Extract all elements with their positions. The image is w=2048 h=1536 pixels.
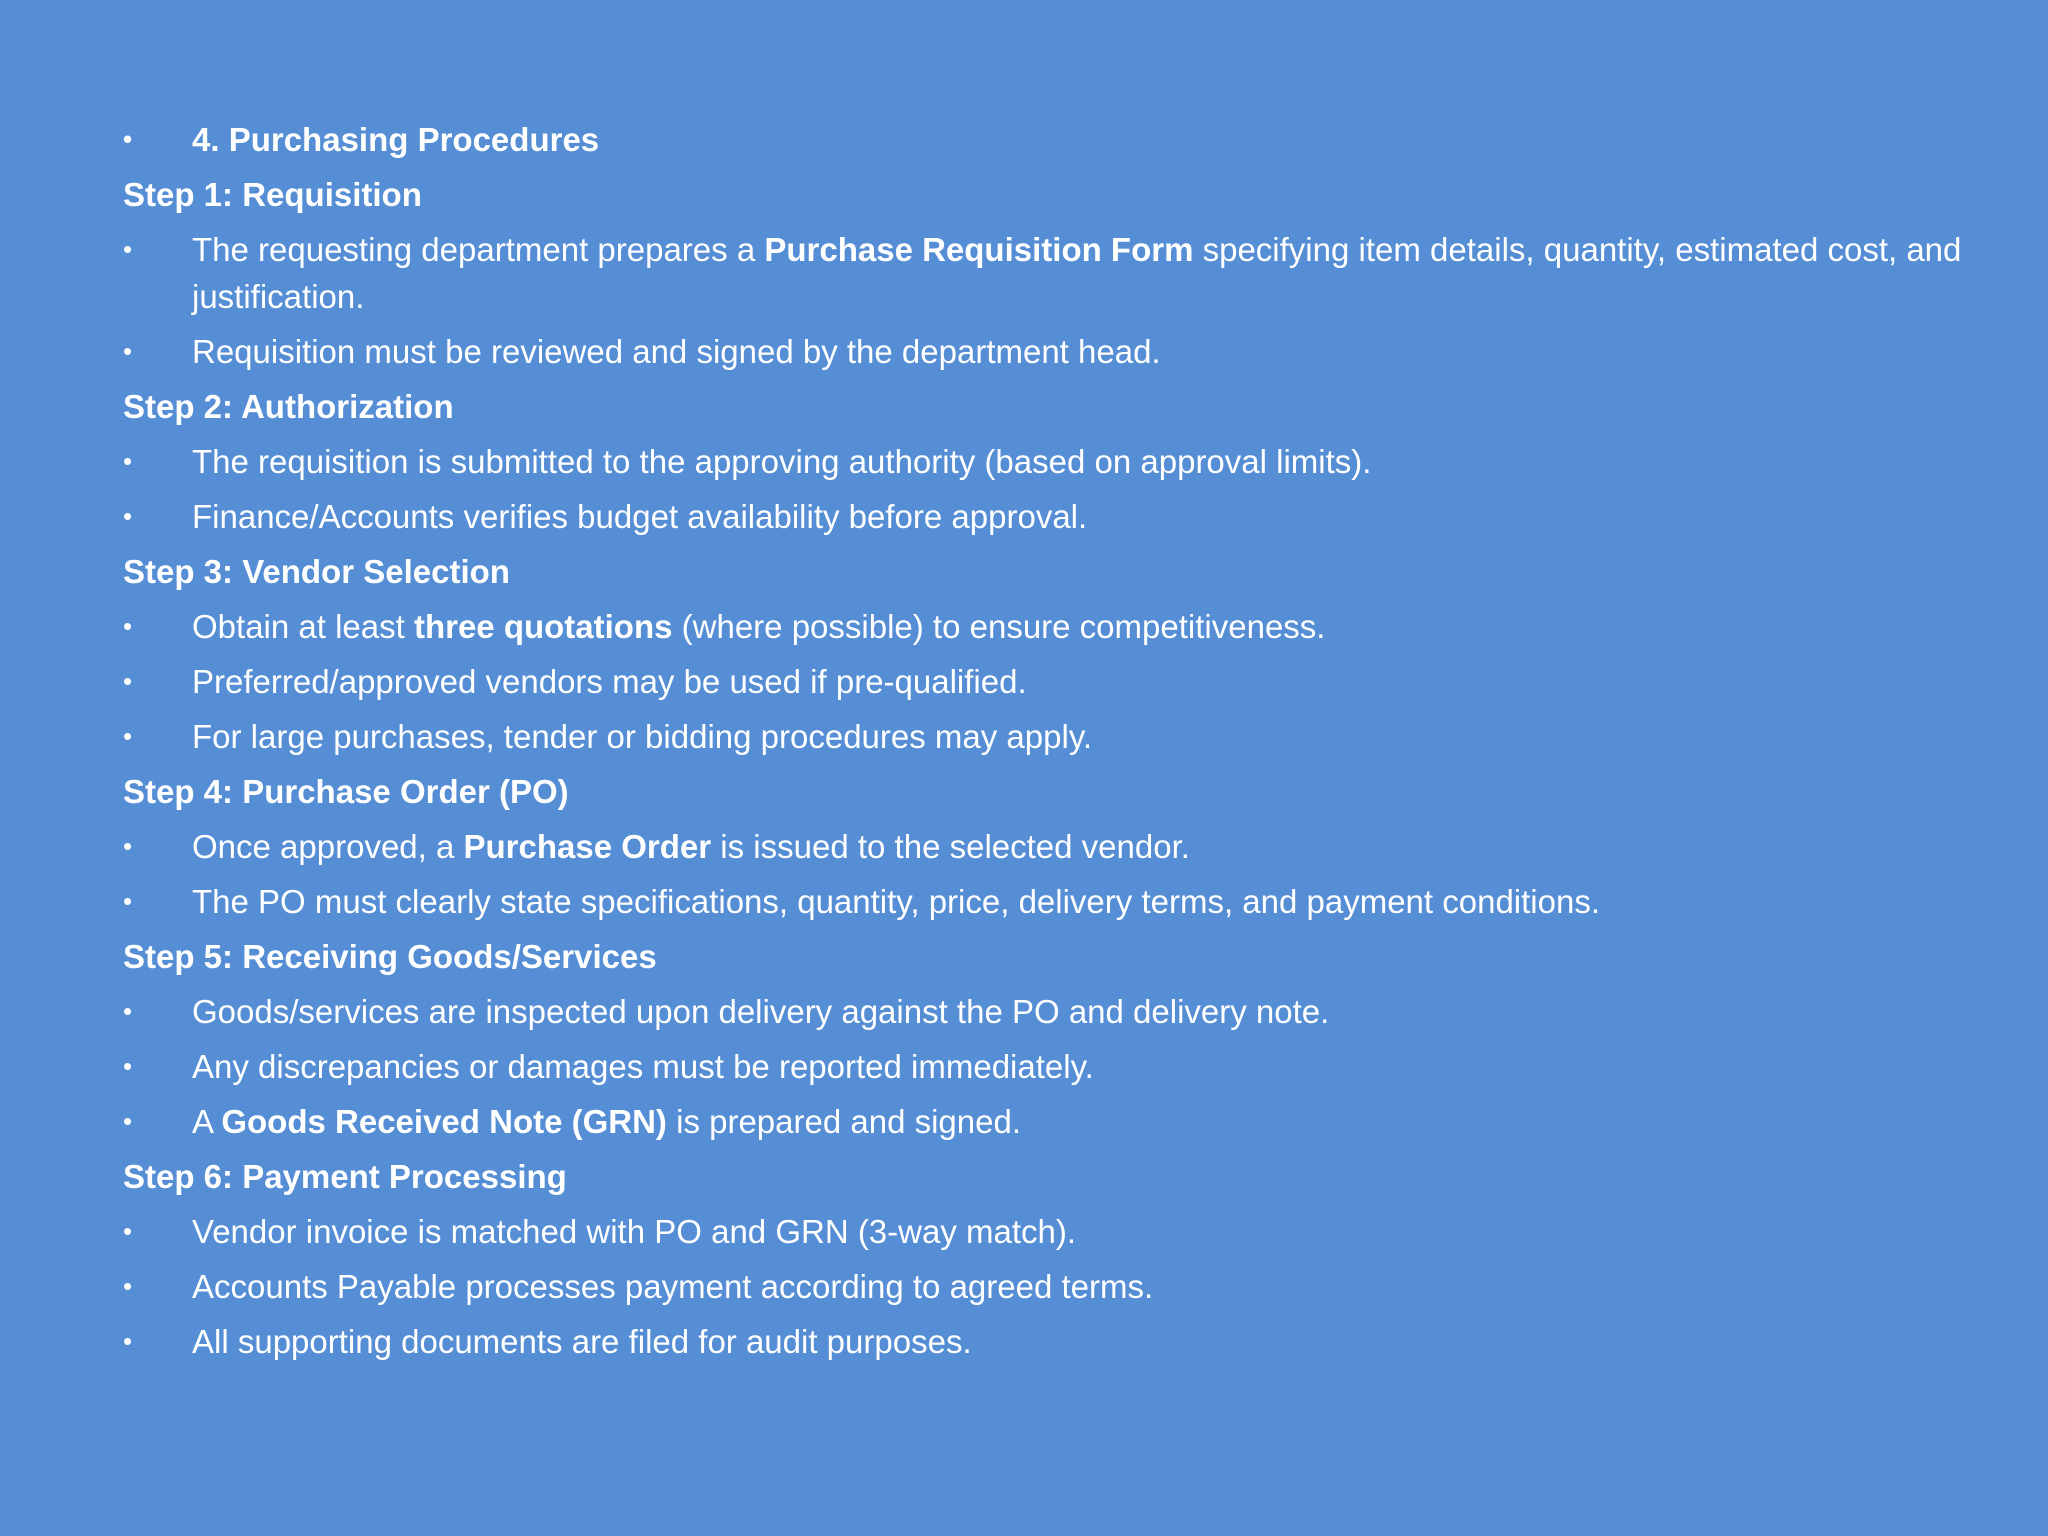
item-text: Goods/services are inspected upon delivery against the PO and delivery note. [192, 993, 1330, 1030]
step-heading: Step 4: Purchase Order (PO) [123, 773, 569, 810]
step-heading: Step 2: Authorization [123, 388, 454, 425]
list-item [123, 878, 1983, 925]
bullet-icon: • [123, 1326, 133, 1356]
item-text: A [192, 1103, 222, 1140]
list-item [123, 713, 1983, 760]
list-item [123, 603, 1983, 650]
item-text: All supporting documents are filed for audit purposes. [192, 1323, 972, 1360]
bullet-icon: • [123, 1051, 133, 1081]
item-text-tail: (where possible) to ensure competitiveness. [672, 608, 1326, 645]
bullet-icon: • [123, 336, 133, 366]
list-item [123, 328, 1983, 375]
bullet-icon: • [123, 1106, 133, 1136]
item-text-tail: specifying item details, quantity, estimated cost, and justification. [192, 231, 1962, 315]
step-heading: Step 3: Vendor Selection [123, 553, 510, 590]
list-item [123, 1263, 1983, 1310]
item-text: For large purchases, tender or bidding procedures may apply. [192, 718, 1093, 755]
item-bold-text: Goods Received Note (GRN) [221, 1103, 667, 1140]
list-item [123, 658, 1983, 705]
bullet-icon: • [123, 1271, 133, 1301]
list-item [123, 226, 1983, 320]
item-text: Any discrepancies or damages must be reported immediately. [192, 1048, 1094, 1085]
slide-title [123, 116, 1983, 163]
bullet-icon: • [123, 996, 133, 1026]
slide-content [123, 116, 1983, 1373]
item-text: The requisition is submitted to the approving authority (based on approval limits). [192, 443, 1372, 480]
item-text: Finance/Accounts verifies budget availability before approval. [192, 498, 1088, 535]
bullet-icon: • [123, 666, 133, 696]
step-heading: Step 5: Receiving Goods/Services [123, 938, 657, 975]
bullet-icon: • [123, 831, 133, 861]
list-item [123, 823, 1983, 870]
bullet-icon: • [123, 721, 133, 751]
list-item [123, 493, 1983, 540]
item-text: Vendor invoice is matched with PO and GRN (3-way match). [192, 1213, 1077, 1250]
bullet-icon: • [123, 1216, 133, 1246]
bullet-icon: • [123, 124, 133, 154]
bullet-icon: • [123, 501, 133, 531]
item-text: Preferred/approved vendors may be used if pre-qualified. [192, 663, 1027, 700]
item-text: The PO must clearly state specifications, quantity, price, delivery terms, and payment conditions. [192, 883, 1601, 920]
bullet-icon: • [123, 446, 133, 476]
item-bold-text: Purchase Requisition Form [764, 231, 1194, 268]
list-item [123, 438, 1983, 485]
item-text: Accounts Payable processes payment according to agreed terms. [192, 1268, 1154, 1305]
title-text: 4. Purchasing Procedures [192, 121, 600, 158]
bullet-icon: • [123, 234, 133, 264]
bullet-icon: • [123, 886, 133, 916]
bullet-icon: • [123, 611, 133, 641]
item-text: Once approved, a [192, 828, 464, 865]
list-item [123, 1098, 1983, 1145]
list-item [123, 1318, 1983, 1365]
list-item [123, 1043, 1983, 1090]
step-heading: Step 6: Payment Processing [123, 1158, 567, 1195]
item-bold-text: Purchase Order [463, 828, 712, 865]
item-text-tail: is issued to the selected vendor. [711, 828, 1190, 865]
item-text: The requesting department prepares a [192, 231, 765, 268]
step-heading: Step 1: Requisition [123, 176, 422, 213]
item-bold-text: three quotations [413, 608, 673, 645]
item-text: Requisition must be reviewed and signed by the department head. [192, 333, 1161, 370]
list-item [123, 988, 1983, 1035]
list-item [123, 1208, 1983, 1255]
item-text-tail: is prepared and signed. [666, 1103, 1022, 1140]
item-text: Obtain at least [192, 608, 414, 645]
